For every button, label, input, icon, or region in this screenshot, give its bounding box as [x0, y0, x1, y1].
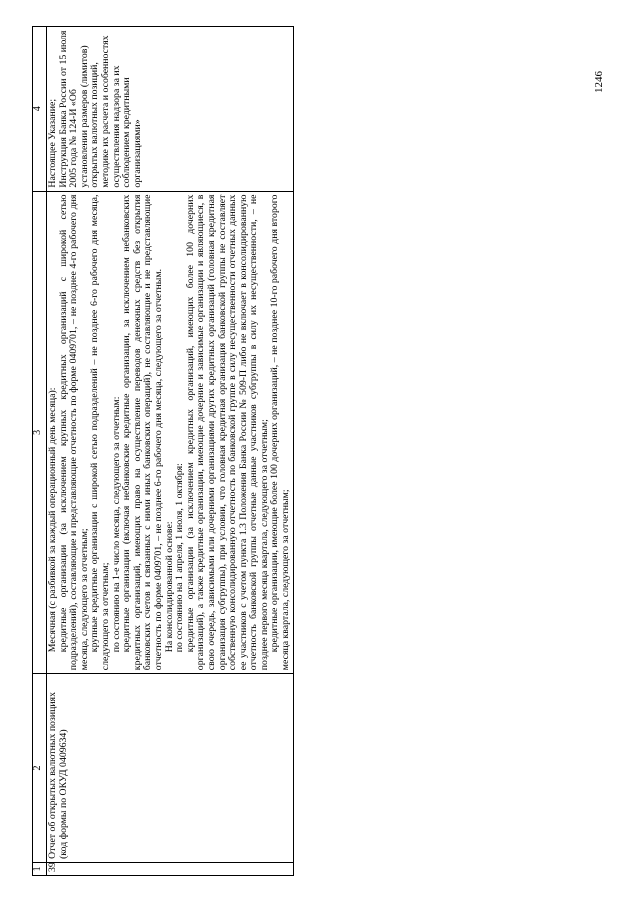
rules-paragraph: кредитные организации, имеющие более 100 дочерних организаций, – не позднее 10-го рабочего дня второго месяца квартала, следующего за отчетным;	[269, 194, 292, 671]
regulation-reference-cell	[47, 27, 294, 192]
form-title: Отчет об открытых валютных позициях	[47, 692, 58, 859]
column-header-2: 2	[33, 674, 47, 863]
page-number: 1246	[593, 71, 605, 93]
rotated-document	[32, 26, 592, 876]
form-code: (код формы по ОКУД 0409634)	[57, 729, 69, 859]
regulation-line: Инструкция Банка России от 15 июля 2005 года № 124-И «Об установлении размеров (лимитов) открытых валютных позиций, методике их расчета и особенностях осуществления надзора за их соблюдением кредитными организациями»	[57, 30, 143, 188]
regulation-line: Настоящее Указание;	[47, 98, 58, 188]
rules-paragraph: кредитные организации (за исключением кредитных организаций, имеющих более 100 дочерних организаций), а также кредитные организации, имеющие дочерние и зависимые организации и являющиеся, в свою очередь, зависимыми или дочерними организациями других кредитных организаций (головная кредитная организация субгруппы), при условии, что головная кредитная организация банковской группы не составляет собственную консолидированную отчетность по банковской группе в силу несущественности отчетных данных ее участников с учетом пункта 1.3 Положения Банка России № 509-П либо не включает в консолидированную отчетность банковской группы отчетные данные участников субгруппы в силу их несущественности, – не позднее первого месяца квартала, следующего за отчетным;	[184, 194, 270, 671]
column-header-3: 3	[33, 191, 47, 674]
row-number: 39	[47, 862, 294, 875]
column-header-4: 4	[33, 27, 47, 192]
document-table	[32, 26, 294, 876]
form-name-cell	[47, 674, 294, 863]
reporting-rules-cell	[47, 191, 294, 674]
rules-paragraph: кредитные организации (за исключением крупных кредитных организаций с широкой сетью подразделений), составляющие и представляющие отчетность по форме 0409701, – не позднее 4-го рабочего дня месяца, следующего за отчетным;	[57, 194, 90, 671]
table-header-row	[33, 27, 47, 876]
rules-paragraph: по состоянию на 1 апреля, 1 июля, 1 октября:	[174, 463, 186, 653]
rules-paragraph: кредитные организации (включая небанковские кредитные организации, за исключением небанковских кредитных организаций, имеющих право на осуществление переводов денежных средств без открытия банковских счетов и связанных с ними иных банковских операций), не составляющие и не представляющие отчетность по форме 0409701, – не позднее 6-го рабочего дня месяца, следующего за отчетным.	[121, 194, 164, 671]
rules-paragraph: по состоянию на 1-е число месяца, следующего за отчетным:	[110, 396, 122, 653]
rules-paragraph: крупные кредитные организации с широкой сетью подразделений – не позднее 6-го рабочего дня месяца, следующего за отчетным;	[89, 194, 111, 671]
rules-paragraph: На консолидированной основе:	[163, 521, 175, 653]
table-row	[47, 27, 294, 876]
rules-paragraph: Месячная (с разбивкой за каждый операционный день месяца):	[47, 387, 58, 653]
column-header-1: 1	[33, 862, 47, 875]
